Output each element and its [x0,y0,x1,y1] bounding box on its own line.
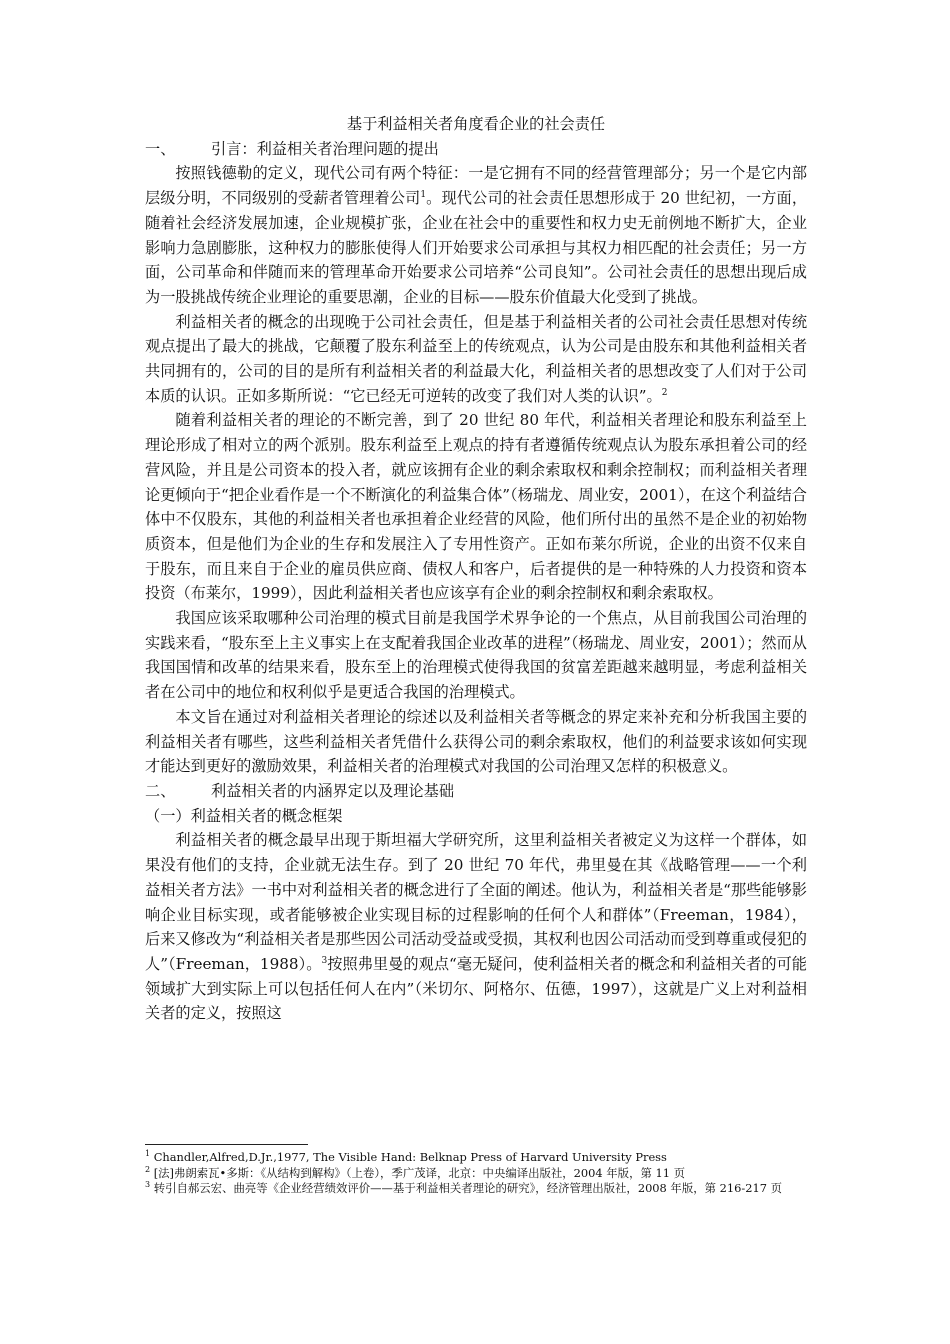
footnote-1 [145,1150,807,1166]
footnotes [145,1150,807,1197]
section-title: 利益相关者的内涵界定以及理论基础 [211,781,454,800]
footnote-ref: 2 [661,387,668,398]
footnote-ref: 1 [420,190,427,201]
paragraph-text: 利益相关者的概念的出现晚于公司社会责任，但是基于利益相关者的公司社会责任思想对传统观点提出了最大的挑战，它颠覆了股东利益至上的传统观点，认为公司是由股东和其他利益相关者共同拥有的，公司的目的是所有利益相关者的利益最大化，利益相关者的思想改变了人们对于公司本质的认识。正如多斯所说：“它已经无可逆转的改变了我们对人类的认识”。 [145,312,807,405]
subsection-heading: （一）利益相关者的概念框架 [145,806,343,825]
section-heading-2 [145,779,807,804]
section-number: 一、 [145,139,176,158]
footnote-3 [145,1181,807,1197]
footnote-number: 3 [145,1180,151,1190]
paragraph-3: 随着利益相关者的理论的不断完善，到了 20 世纪 80 年代，利益相关者理论和股东利益至上理论形成了相对立的两个派别。股东利益至上观点的持有者遵循传统观点认为股东承担着公司的经营风险，并且是公司资本的投入者，就应该拥有企业的剩余索取权和剩余控制权；而利益相关者理论更倾向于“把企业看作是一个不断演化的利益集合体”（杨瑞龙、周业安，2001），在这个利益结合体中不仅股东，其他的利益相关者也承担着企业经营的风险，他们所付出的虽然不是企业的初始物质资本，但是他们为企业的生存和发展注入了专用性资产。正如布莱尔所说，企业的出资不仅来自于股东，而且来自于企业的雇员供应商、债权人和客户，后者提供的是一种特殊的人力投资和资本投资（布莱尔，1999），因此利益相关者也应该享有企业的剩余控制权和剩余索取权。 [145,411,807,603]
footnote-text: 转引自郝云宏、曲亮等《企业经营绩效评价——基于利益相关者理论的研究》，经济管理出版社，2008 年版，第 216-217 页 [153,1181,782,1196]
paragraph-text: 按照弗里曼的观点“毫无疑问，使利益相关者的概念和利益相关者的可能领域扩大到实际上可以包括任何人在内”（米切尔、阿格尔、伍德，1997），这就是广义上对利益相关者的定义，按照这 [145,954,807,1023]
footnote-number: 2 [145,1164,151,1174]
footnote-text: [法]弗朗索瓦•多斯：《从结构到解构》（上卷），季广茂译，北京：中央编译出版社，2004 年版，第 11 页 [153,1165,685,1180]
paragraph-4: 我国应该采取哪种公司治理的模式目前是我国学术界争论的一个焦点，从目前我国公司治理的实践来看，“股东至上主义事实上在支配着我国企业改革的进程”（杨瑞龙、周业安，2001）；然而从我国国情和改革的结果来看，股东至上的治理模式使得我国的贫富差距越来越明显，考虑利益相关者在公司中的地位和权利似乎是更适合我国的治理模式。 [145,609,807,702]
footnote-separator [145,1144,308,1145]
document-title: 基于利益相关者角度看企业的社会责任 [346,115,606,133]
paragraph-2 [145,310,807,409]
paragraph-6 [145,828,807,1026]
paragraph-text: 。现代公司的社会责任思想形成于 20 世纪初，一方面，随着社会经济发展加速，企业规模扩张，企业在社会中的重要性和权力史无前例地不断扩大，企业影响力急剧膨胀，这种权力的膨胀使得人们开始要求公司承担与其权力相匹配的社会责任；另一方面，公司革命和伴随而来的管理革命开始要求公司培养“公司良知”。公司社会责任的思想出现后成为一股挑战传统企业理论的重要思潮，企业的目标——股东价值最大化受到了挑战。 [145,189,808,306]
footnote-2 [145,1166,807,1182]
section-heading-1 [145,137,807,162]
document-body [145,112,807,1026]
footnote-ref: 3 [321,955,328,966]
section-title: 引言：利益相关者治理问题的提出 [211,139,439,158]
footnote-text: Chandler,Alfred,D.Jr.,1977, The Visible Hand: Belknap Press of Harvard University Press [153,1150,667,1164]
paragraph-text: 利益相关者的概念最早出现于斯坦福大学研究所，这里利益相关者被定义为这样一个群体，如果没有他们的支持，企业就无法生存。到了 20 世纪 70 年代，弗里曼在其《战略管理——一个利益相关者方法》一书中对利益相关者的概念进行了全面的阐述。他认为，利益相关者是“那些能够影响企业目标实现，或者能够被企业实现目标的过程影响的任何个人和群体”（Freeman，1984），后来又修改为“利益相关者是那些因公司活动受益或受损，其权利也因公司活动而受到尊重或侵犯的人”（Freeman，1988）。 [145,831,807,973]
section-number: 二、 [145,781,176,800]
paragraph-text: 按照钱德勒的定义，现代公司有两个特征：一是它拥有不同的经营管理部分；另一个是它内部层级分明，不同级别的受薪者管理着公司 [145,164,807,208]
paragraph-1 [145,161,807,309]
paragraph-5: 本文旨在通过对利益相关者理论的综述以及利益相关者等概念的界定来补充和分析我国主要的利益相关者有哪些，这些利益相关者凭借什么获得公司的剩余索取权，他们的利益要求该如何实现才能达到更好的激励效果，利益相关者的治理模式对我国的公司治理又怎样的积极意义。 [145,707,807,776]
footnote-number: 1 [145,1149,151,1159]
